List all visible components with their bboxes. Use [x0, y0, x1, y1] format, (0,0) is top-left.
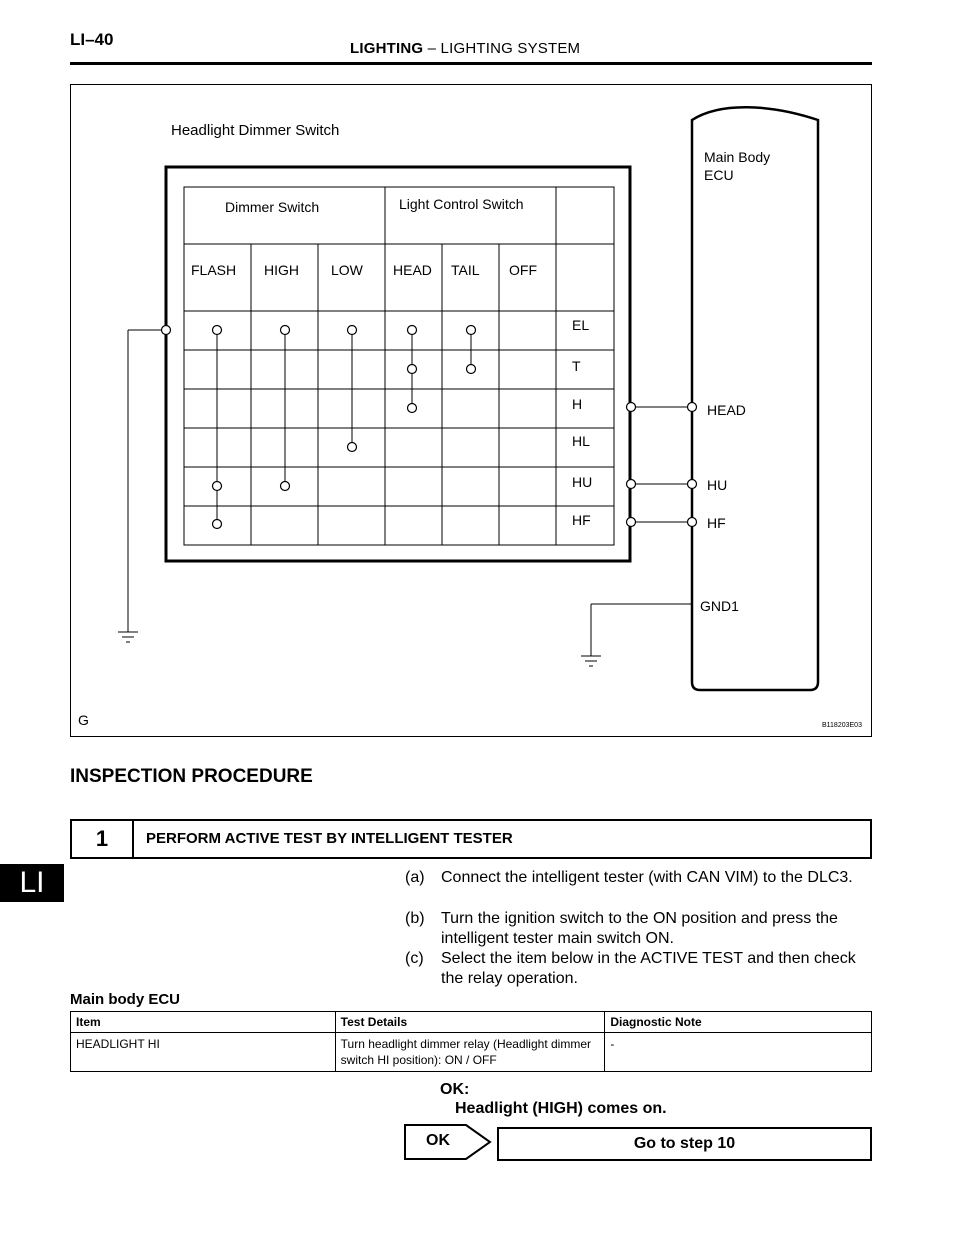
wiring-diagram: [70, 84, 872, 737]
instruction-text: Turn the ignition switch to the ON position and press the intelligent tester main switch ON.: [441, 910, 838, 947]
result-label: OK:: [440, 1081, 470, 1098]
table-header-cell: Item: [71, 1012, 336, 1033]
wiring-diagram-svg: [70, 84, 872, 737]
table-caption: Main body ECU: [70, 991, 181, 1008]
result-text: Headlight (HIGH) comes on.: [455, 1100, 667, 1117]
step-title: PERFORM ACTIVE TEST BY INTELLIGENT TESTER: [146, 830, 513, 847]
light-control-switch-header: Light Control Switch: [399, 196, 524, 212]
terminal-el: EL: [572, 317, 590, 333]
instruction-label: (a): [405, 869, 425, 886]
signal-wires: [631, 407, 692, 522]
switch-body: [166, 167, 630, 561]
section-title: [350, 40, 580, 57]
step-header: [70, 819, 872, 859]
switch-ground-connector: [162, 326, 171, 335]
terminal-hf: HF: [572, 512, 591, 528]
ok-tag: [404, 1124, 492, 1160]
ecu-name-line1: Main Body: [704, 149, 771, 165]
section-heading: INSPECTION PROCEDURE: [70, 766, 313, 787]
terminal-hl: HL: [572, 433, 590, 449]
col-off: OFF: [509, 262, 537, 278]
ok-tag-label: OK: [426, 1132, 450, 1149]
table-row: [71, 1033, 872, 1072]
instruction-item: [405, 949, 885, 989]
page-number: LI–40: [70, 30, 114, 49]
table-cell: -: [605, 1033, 872, 1072]
switch-position-labels: [191, 262, 537, 278]
col-tail: TAIL: [451, 262, 480, 278]
ecu-pin-head: HEAD: [707, 402, 746, 418]
terminal-t: T: [572, 358, 581, 374]
ecu-name-line2: ECU: [704, 167, 734, 183]
terminal-h: H: [572, 396, 583, 412]
instruction-text: Connect the intelligent tester (with CAN VIM) to the DLC3.: [441, 869, 853, 886]
table-header-row: [71, 1012, 872, 1033]
col-low: LOW: [331, 262, 363, 278]
table-header-cell: Test Details: [335, 1012, 605, 1033]
instruction-item: [405, 868, 885, 908]
table-header-cell: Diagnostic Note: [605, 1012, 872, 1033]
switch-grid: [184, 187, 614, 545]
dimmer-switch-header: Dimmer Switch: [225, 199, 320, 215]
instruction-text: Select the item below in the ACTIVE TEST and then check the relay operation.: [441, 950, 856, 987]
diagram-frame: [71, 85, 872, 737]
header-rule: [70, 62, 872, 65]
ecu-pin-hf: HF: [707, 515, 726, 531]
terminal-hu: HU: [572, 474, 593, 490]
step-number: 1: [72, 821, 134, 857]
instruction-label: (c): [405, 950, 424, 967]
table-cell: HEADLIGHT HI: [71, 1033, 336, 1072]
switch-title: Headlight Dimmer Switch: [171, 122, 340, 139]
figure-code: B118203E03: [822, 722, 862, 729]
active-test-table: [70, 1011, 872, 1072]
terminal-labels: [572, 317, 592, 528]
section-title-rest: – LIGHTING SYSTEM: [427, 40, 581, 57]
switch-ground-wire: [118, 330, 166, 642]
section-title-bold: LIGHTING: [350, 40, 424, 57]
ecu-ground-wire: [581, 604, 692, 666]
switch-contacts: [213, 326, 476, 529]
col-high: HIGH: [264, 262, 299, 278]
instruction-item: [405, 909, 885, 949]
diagram-corner-letter: G: [78, 712, 89, 728]
go-to-step-box[interactable]: Go to step 10: [497, 1127, 872, 1161]
section-side-tab: LI: [0, 864, 64, 902]
ecu-pin-hu: HU: [707, 477, 728, 493]
ecu-pin-gnd1: GND1: [700, 598, 739, 614]
col-head: HEAD: [393, 262, 432, 278]
table-cell: Turn headlight dimmer relay (Headlight dimmer switch HI position): ON / OFF: [335, 1033, 605, 1072]
col-flash: FLASH: [191, 262, 237, 278]
instruction-label: (b): [405, 910, 425, 927]
contact-bars: [217, 330, 471, 524]
ecu-pin-labels: [700, 402, 746, 614]
wire-connectors: [627, 403, 697, 527]
